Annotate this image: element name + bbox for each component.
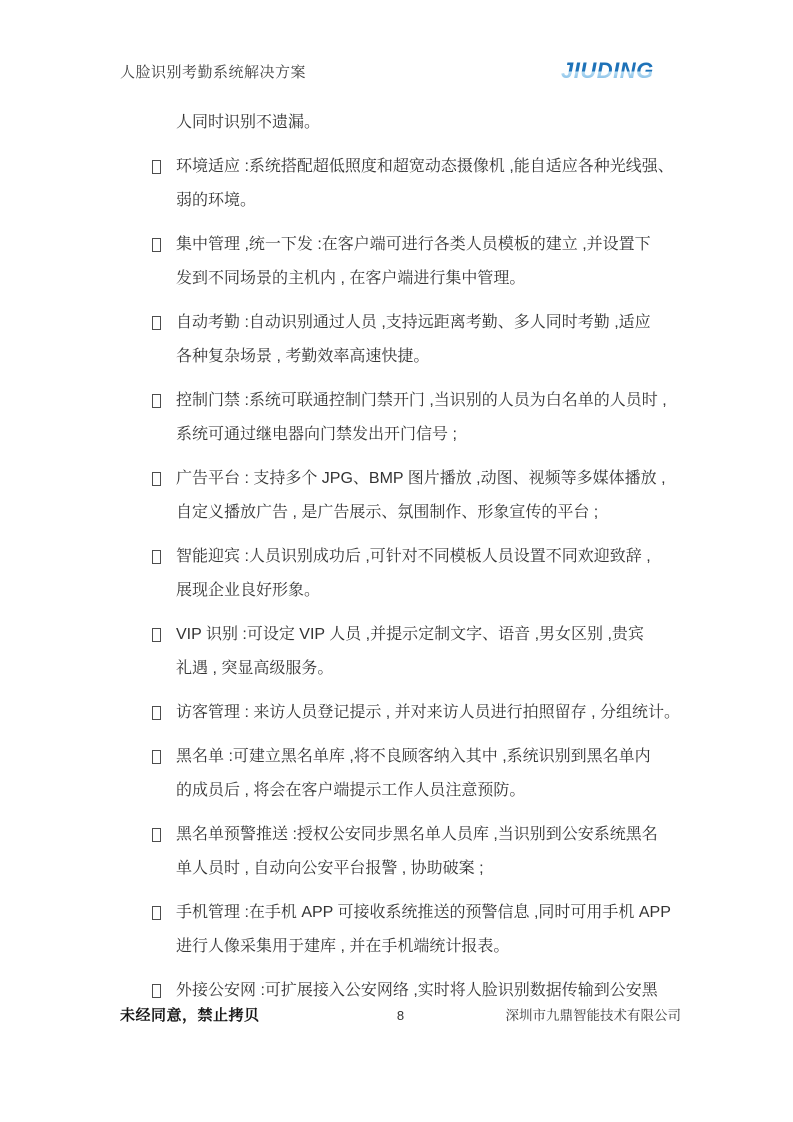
jiuding-logo-icon: [559, 58, 681, 84]
text-line: 环境适应 :系统搭配超低照度和超宽动态摄像机 ,能自适应各种光线强、: [176, 158, 674, 175]
logo-text: JIUDING: [561, 58, 654, 83]
bullet-item: [120, 384, 682, 452]
copy-prohibition-notice: 未经同意，禁止拷贝: [120, 1007, 260, 1024]
bullet-item: [120, 462, 682, 530]
bullet-item: [120, 696, 682, 730]
bullet-item: [120, 740, 682, 808]
text-line: 手机管理 :在手机 APP 可接收系统推送的预警信息 ,同时可用手机 APP: [176, 904, 671, 921]
bullet-item: [120, 150, 682, 218]
bullet-text: [176, 150, 682, 218]
text-line: 发到不同场景的主机内 , 在客户端进行集中管理。: [176, 270, 526, 287]
page-number: 8: [396, 1008, 405, 1023]
square-bullet-icon: [152, 238, 161, 252]
bullet-item: [120, 896, 682, 964]
text-line: 进行人像采集用于建库 , 并在手机端统计报表。: [176, 938, 510, 955]
square-bullet-icon: [152, 550, 161, 564]
bullet-item: [120, 540, 682, 608]
bullet-item: [120, 306, 682, 374]
text-line: 访客管理 : 来访人员登记提示 , 并对来访人员进行拍照留存 , 分组统计。: [176, 704, 681, 721]
text-line: 自定义播放广告 , 是广告展示、氛围制作、形象宣传的平台 ;: [176, 504, 599, 521]
bullet-text: [176, 384, 682, 452]
square-bullet-icon: [152, 160, 161, 174]
document-body: [120, 106, 682, 1018]
square-bullet-icon: [152, 472, 161, 486]
bullet-text: [176, 740, 682, 808]
bullet-text: [176, 818, 682, 886]
text-line: 广告平台 : 支持多个 JPG、BMP 图片播放 ,动图、视频等多媒体播放 ,: [176, 470, 666, 487]
text-line: 控制门禁 :系统可联通控制门禁开门 ,当识别的人员为白名单的人员时 ,: [176, 392, 667, 409]
bullet-text: [176, 696, 682, 730]
square-bullet-icon: [152, 750, 161, 764]
square-bullet-icon: [152, 394, 161, 408]
bullet-item: [120, 228, 682, 296]
square-bullet-icon: [152, 906, 161, 920]
text-line: 弱的环境。: [176, 192, 257, 209]
bullet-list: [120, 150, 682, 1008]
bullet-item: [120, 618, 682, 686]
bullet-text: [176, 896, 682, 964]
bullet-item: [120, 818, 682, 886]
paragraph-continuation-line: 人同时识别不遗漏。: [176, 114, 321, 131]
bullet-text: [176, 306, 682, 374]
page-header: [120, 56, 681, 86]
text-line: 外接公安网 :可扩展接入公安网络 ,实时将人脸识别数据传输到公安黑: [176, 982, 658, 999]
square-bullet-icon: [152, 984, 161, 998]
text-line: 自动考勤 :自动识别通过人员 ,支持远距离考勤、多人同时考勤 ,适应: [176, 314, 651, 331]
text-line: 智能迎宾 :人员识别成功后 ,可针对不同模板人员设置不同欢迎致辞 ,: [176, 548, 651, 565]
text-line: 礼遇 , 突显高级服务。: [176, 660, 334, 677]
bullet-text: [176, 540, 682, 608]
text-line: 系统可通过继电器向门禁发出开门信号 ;: [176, 426, 457, 443]
bullet-text: [176, 974, 682, 1008]
bullet-item: [120, 974, 682, 1008]
text-line: 的成员后 , 将会在客户端提示工作人员注意预防。: [176, 782, 526, 799]
bullet-text: [176, 618, 682, 686]
text-line: VIP 识别 :可设定 VIP 人员 ,并提示定制文字、语音 ,男女区别 ,贵宾: [176, 626, 644, 643]
company-name: 深圳市九鼎智能技术有限公司: [505, 1008, 682, 1023]
text-line: 单人员时 , 自动向公安平台报警 , 协助破案 ;: [176, 860, 484, 877]
bullet-text: [176, 462, 682, 530]
square-bullet-icon: [152, 828, 161, 842]
text-line: 展现企业良好形象。: [176, 582, 321, 599]
text-line: 黑名单 :可建立黑名单库 ,将不良顾客纳入其中 ,系统识别到黑名单内: [176, 748, 651, 765]
square-bullet-icon: [152, 628, 161, 642]
text-line: 黑名单预警推送 :授权公安同步黑名单人员库 ,当识别到公安系统黑名: [176, 826, 658, 843]
square-bullet-icon: [152, 706, 161, 720]
bullet-text: [176, 228, 682, 296]
text-line: 各种复杂场景 , 考勤效率高速快捷。: [176, 348, 430, 365]
text-line: 集中管理 ,统一下发 :在客户端可进行各类人员模板的建立 ,并设置下: [176, 236, 651, 253]
page-footer: [120, 1004, 681, 1025]
square-bullet-icon: [152, 316, 161, 330]
header-title: 人脸识别考勤系统解决方案: [120, 63, 307, 81]
